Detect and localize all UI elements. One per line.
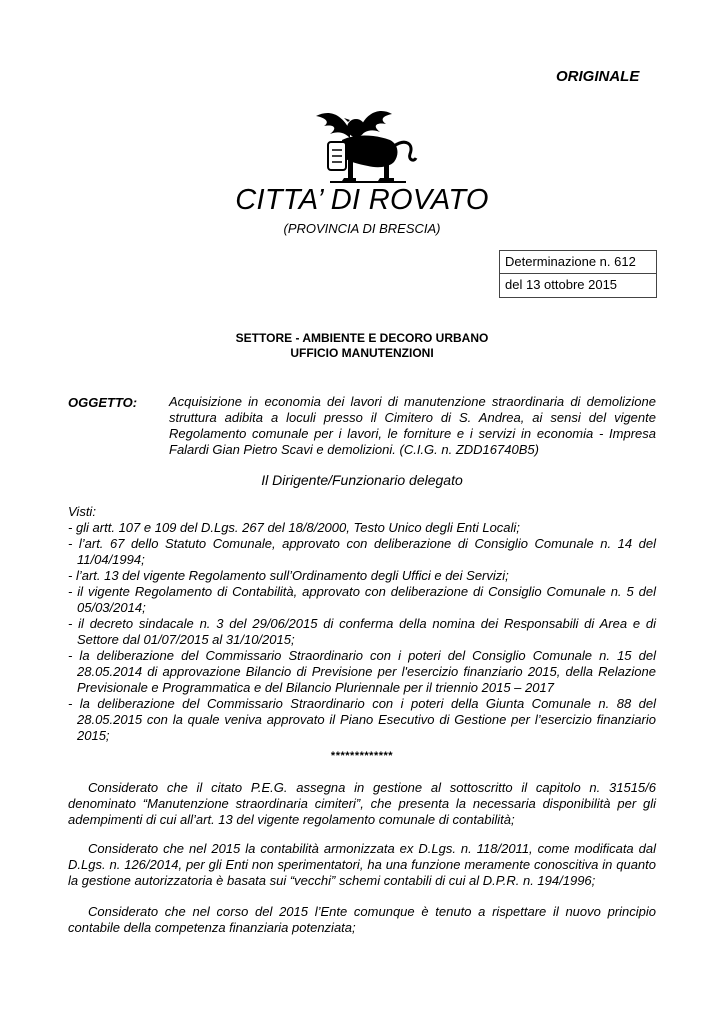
determination-date: del 13 ottobre 2015: [505, 277, 618, 292]
considerato-paragraph: Considerato che nel 2015 la contabilità armonizzata ex D.Lgs. n. 118/2011, come modificata dal D.Lgs. n. 126/2014, per gli Enti non sperimentatori, ha una funzione meramente conoscitiva in quanto la gestione autorizzatoria è basata sui “vecchi” schemi contabili di cui al D.P.R. n. 194/1996;: [68, 841, 656, 888]
subject-label: OGGETTO:: [68, 395, 138, 410]
considerato-paragraph: Considerato che nel corso del 2015 l’Ente comunque è tenuto a rispettare il nuovo principio contabile della competenza finanziaria potenziata;: [68, 904, 656, 935]
visti-item: - il vigente Regolamento di Contabilità, approvato con deliberazione di Consiglio Comunale n. 5 del 05/03/2014;: [68, 584, 656, 615]
signatory-line: Il Dirigente/Funzionario delegato: [261, 472, 463, 488]
original-stamp: ORIGINALE: [556, 68, 640, 85]
visti-list: [68, 520, 656, 744]
office-line: UFFICIO MANUTENZIONI: [290, 346, 434, 360]
sector-heading: [0, 331, 724, 361]
visti-heading: Visti:: [68, 504, 96, 519]
determination-box: [499, 250, 657, 298]
winged-lion-crest-icon: [310, 108, 420, 184]
subject-text: Acquisizione in economia dei lavori di manutenzione straordinaria di demolizione struttura adibita a loculi presso il Cimitero di S. Andrea, ai sensi del vigente Regolamento comunale per i lavori, le forniture e i servizi in economia - Impresa Falardi Gian Pietro Scavi e demolizioni. (C.I.G. n. ZDD16740B5): [169, 394, 656, 457]
visti-item: - il decreto sindacale n. 3 del 29/06/2015 di conferma della nomina dei Responsabili di Area e di Settore dal 01/07/2015 al 31/10/2015;: [68, 616, 656, 647]
visti-item: - la deliberazione del Commissario Straordinario con i poteri della Giunta Comunale n. 88 del 28.05.2015 con la quale veniva approvato il Piano Esecutivo di Gestione per l’esercizio finanziario 2015;: [68, 696, 656, 743]
visti-item: - la deliberazione del Commissario Straordinario con i poteri del Consiglio Comunale n. 15 del 28.05.2014 di approvazione Bilancio di Previsione per l'esercizio finanziario 2015, della Relazione Previsionale e Programmatica e del Bilancio Pluriennale per il triennio 2015 – 2017: [68, 648, 656, 695]
province-subtitle: (PROVINCIA DI BRESCIA): [283, 221, 441, 236]
considerato-paragraph: Considerato che il citato P.E.G. assegna in gestione al sottoscritto il capitolo n. 31515/6 denominato “Manutenzione straordinaria cimiteri”, che presenta la necessaria disponibilità per gli adempimenti di cui all’art. 13 del vigente regolamento comunale di contabilità;: [68, 780, 656, 827]
determination-number: Determinazione n. 612: [500, 251, 656, 274]
visti-item: - l’art. 67 dello Statuto Comunale, approvato con deliberazione di Consiglio Comunale n. 14 del 11/04/1994;: [68, 536, 656, 567]
separator: *************: [330, 750, 394, 762]
city-title: CITTA’ DI ROVATO: [235, 184, 489, 216]
sector-line: SETTORE - AMBIENTE E DECORO URBANO: [235, 331, 489, 345]
visti-section: [68, 504, 656, 744]
visti-item: - gli artt. 107 e 109 del D.Lgs. 267 del 18/8/2000, Testo Unico degli Enti Locali;: [68, 520, 520, 535]
visti-item: - l’art. 13 del vigente Regolamento sull’Ordinamento degli Uffici e dei Servizi;: [68, 568, 509, 583]
